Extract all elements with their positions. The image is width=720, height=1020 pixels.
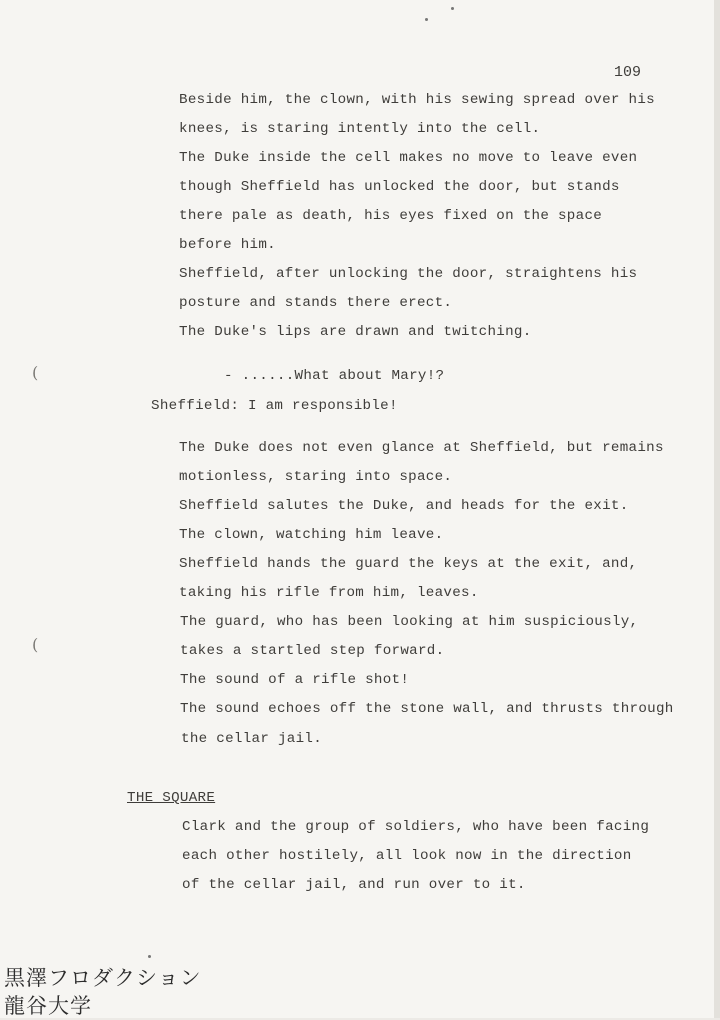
script-line: the cellar jail.	[181, 731, 323, 747]
script-line: there pale as death, his eyes fixed on the space	[179, 208, 603, 224]
script-line: before him.	[179, 237, 276, 253]
script-line: The Duke does not even glance at Sheffield, but remains	[179, 440, 664, 456]
script-line: of the cellar jail, and run over to it.	[182, 877, 526, 893]
script-line: knees, is staring intently into the cell.	[179, 121, 541, 137]
dialogue-line: Sheffield: I am responsible!	[151, 398, 398, 414]
paper-speck	[451, 7, 454, 10]
paper-speck	[425, 18, 428, 21]
script-line: Sheffield hands the guard the keys at the exit, and,	[179, 556, 638, 572]
script-line: The Duke's lips are drawn and twitching.	[179, 324, 532, 340]
script-line: The Duke inside the cell makes no move to leave even	[179, 150, 638, 166]
script-line: The sound of a rifle shot!	[180, 672, 410, 688]
script-line: The sound echoes off the stone wall, and thrusts through	[180, 701, 674, 717]
dialogue-line: - ......What about Mary!?	[224, 368, 445, 384]
script-line: Clark and the group of soldiers, who have been facing	[182, 819, 650, 835]
page-number: 109	[614, 64, 642, 81]
script-line: Sheffield salutes the Duke, and heads for the exit.	[179, 498, 629, 514]
script-line: Beside him, the clown, with his sewing spread over his	[179, 92, 655, 108]
script-line: motionless, staring into space.	[179, 469, 453, 485]
script-line: posture and stands there erect.	[179, 295, 453, 311]
archive-watermark-line1: 黒澤フロダクション	[4, 966, 202, 990]
script-line: each other hostilely, all look now in the direction	[182, 848, 632, 864]
script-line: The guard, who has been looking at him suspiciously,	[180, 614, 639, 630]
margin-mark: (	[32, 363, 39, 382]
script-line: takes a startled step forward.	[180, 643, 445, 659]
margin-mark: (	[32, 635, 39, 654]
paper-speck	[148, 955, 151, 958]
script-line: Sheffield, after unlocking the door, straightens his	[179, 266, 638, 282]
script-line: taking his rifle from him, leaves.	[179, 585, 479, 601]
archive-watermark-line2: 龍谷大学	[4, 994, 92, 1018]
script-line: though Sheffield has unlocked the door, but stands	[179, 179, 620, 195]
script-line: The clown, watching him leave.	[179, 527, 444, 543]
scene-heading: THE SQUARE	[127, 790, 216, 806]
